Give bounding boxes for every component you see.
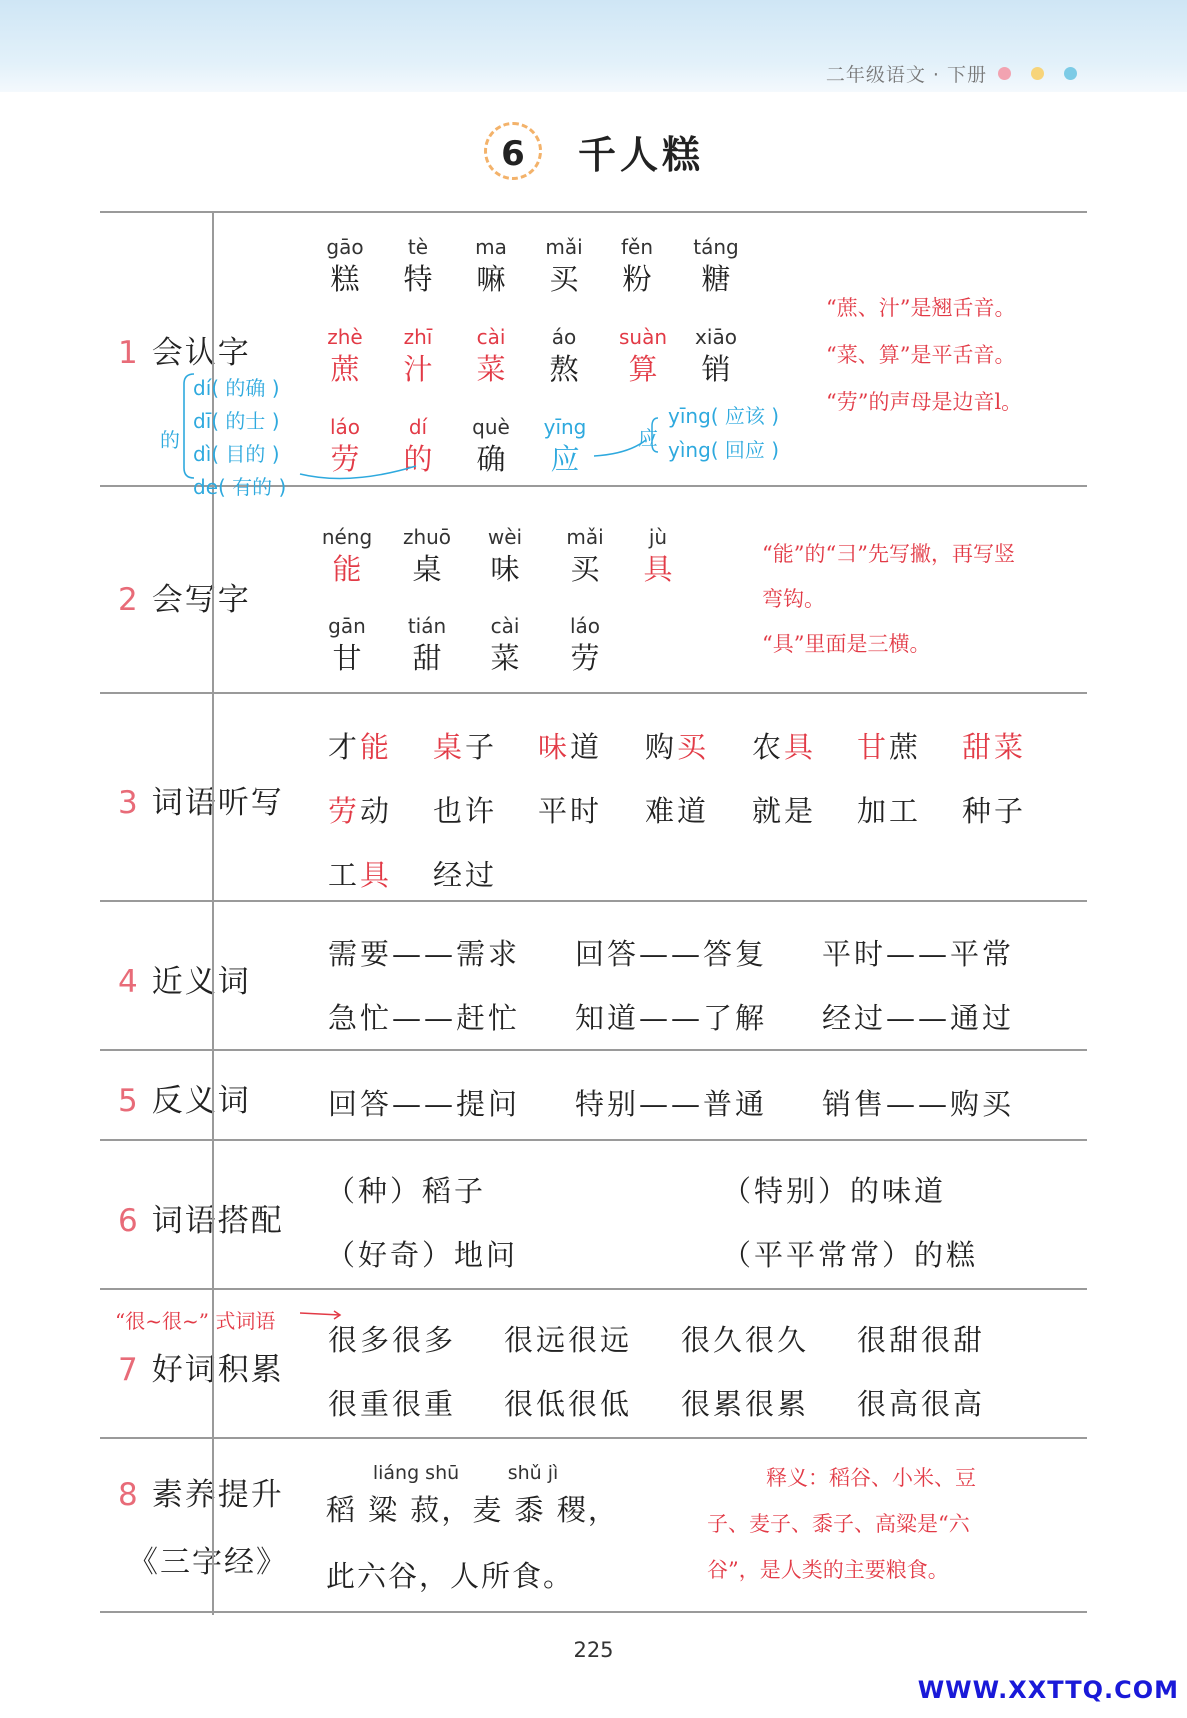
good-word: 很多很多: [328, 1323, 457, 1357]
pinyin: fěn: [620, 235, 654, 259]
de-pronunciation: dì( 目的 ): [193, 442, 280, 466]
pinyin: zhī: [403, 325, 433, 349]
section-sublabel: 《三字经》: [128, 1545, 288, 1580]
section-label: 3 词语听写: [118, 785, 284, 821]
synonym-pair: 知道——了解: [575, 1001, 768, 1035]
synonym-pair: 急忙——赶忙: [328, 1001, 521, 1035]
dictation-word: 劳动: [328, 794, 393, 828]
good-word: 很低很低: [504, 1387, 633, 1421]
pinyin: suàn: [618, 325, 668, 349]
pinyin: què: [472, 415, 510, 439]
collocation: （好奇）地问: [326, 1238, 519, 1272]
classic-note: 释义：稻谷、小米、豆: [766, 1466, 976, 1490]
good-word: 很远很远: [504, 1323, 633, 1357]
section-label: 6 词语搭配: [118, 1203, 284, 1239]
write-note: “能”的“⺕”先写撇，再写竖: [762, 542, 1015, 566]
dictation-word: 平时: [538, 794, 603, 828]
dictation-word: 甜菜: [962, 730, 1027, 764]
section-label: 5 反义词: [118, 1083, 251, 1119]
pinyin: jù: [648, 525, 668, 549]
pinyin: cài: [476, 325, 506, 349]
de-pronunciation: dí( 的确 ): [193, 376, 280, 400]
dictation-word: 也许: [433, 794, 498, 828]
pinyin: wèi: [487, 525, 523, 549]
synonym-pair: 回答——答复: [575, 937, 768, 971]
hanzi: 桌: [412, 552, 442, 586]
pinyin: táng: [693, 235, 739, 259]
section-label: 4 近义词: [118, 964, 251, 1000]
hanzi: 糖: [701, 262, 731, 296]
dot-pink: [998, 67, 1011, 80]
synonym-pair: 平时——平常: [822, 937, 1015, 971]
ying-pronunciation: yīng( 应该 ): [668, 404, 780, 428]
dictation-word: 就是: [752, 794, 817, 828]
good-word: 很重很重: [328, 1387, 457, 1421]
pinyin: láo: [329, 415, 361, 439]
hanzi: 买: [549, 262, 579, 296]
pinyin: zhuō: [402, 525, 452, 549]
good-word: 很累很累: [681, 1387, 810, 1421]
pinyin: mǎi: [566, 525, 604, 549]
pinyin: tè: [407, 235, 429, 259]
antonym-pair: 回答——提问: [328, 1087, 521, 1121]
section-label: 7 好词积累: [118, 1352, 284, 1388]
hanzi: 味: [490, 552, 520, 586]
recognize-note: “菜、算”是平舌音。: [826, 343, 1016, 367]
hanzi: 特: [403, 262, 433, 296]
lesson-number: 6: [484, 122, 542, 180]
dictation-word: 味道: [538, 730, 603, 764]
hanzi: 应: [550, 442, 580, 476]
dictation-word: 种子: [962, 794, 1027, 828]
hanzi: 甜: [412, 641, 442, 675]
hanzi: 蔗: [330, 352, 360, 386]
section-label: 1 会认字: [118, 335, 251, 371]
write-note: 弯钩。: [762, 587, 825, 611]
dot-blue: [1064, 67, 1077, 80]
write-note: “具”里面是三横。: [762, 632, 931, 656]
hanzi: 菜: [490, 641, 520, 675]
recognize-note: “劳”的声母是边音l。: [826, 390, 1023, 414]
annotation-arrow: [300, 1305, 345, 1321]
pinyin: mǎi: [545, 235, 583, 259]
good-word: 很高很高: [857, 1387, 986, 1421]
classic-line: 此六谷，人所食。: [326, 1559, 575, 1593]
section-label: 8 素养提升: [118, 1477, 284, 1513]
good-words-annotation: “很~很~” 式词语: [115, 1309, 276, 1333]
lesson-title: 千人糕: [578, 133, 705, 177]
dictation-word: 农具: [752, 730, 817, 764]
pinyin: dí: [408, 415, 428, 439]
dictation-word: 经过: [433, 858, 498, 892]
pinyin: áo: [551, 325, 577, 349]
ying-head: 应: [638, 426, 658, 450]
hanzi: 算: [628, 352, 658, 386]
de-pronunciation: dī( 的士 ): [193, 409, 280, 433]
dictation-word: 才能: [328, 730, 393, 764]
pinyin: yīng: [543, 415, 587, 439]
pinyin: láo: [569, 614, 601, 638]
header-dots: [998, 65, 1097, 84]
dictation-word: 难道: [645, 794, 710, 828]
dictation-word: 购买: [645, 730, 710, 764]
dot-yellow: [1031, 67, 1044, 80]
pinyin: zhè: [327, 325, 363, 349]
classic-note: 子、麦子、黍子、高粱是“六: [707, 1512, 970, 1536]
dictation-word: 加工: [857, 794, 922, 828]
synonym-pair: 经过——通过: [822, 1001, 1015, 1035]
good-word: 很久很久: [681, 1323, 810, 1357]
pinyin: cài: [490, 614, 520, 638]
hanzi: 劳: [330, 442, 360, 476]
pinyin: tián: [407, 614, 447, 638]
antonym-pair: 特别——普通: [575, 1087, 768, 1121]
pinyin: ma: [475, 235, 507, 259]
recognize-note: “蔗、汁”是翘舌音。: [826, 296, 1016, 320]
pronunciation-brackets: [180, 368, 840, 488]
classic-line: 稻 粱 菽，麦 黍 稷，: [326, 1493, 619, 1527]
page-number: 225: [573, 1638, 614, 1662]
pinyin: liáng shū: [372, 1462, 460, 1484]
hanzi: 熬: [549, 352, 579, 386]
watermark: WWW.XXTTQ.COM: [917, 1676, 1179, 1704]
pinyin: xiāo: [695, 325, 737, 349]
collocation: （种）稻子: [326, 1174, 487, 1208]
dictation-word: 甘蔗: [857, 730, 922, 764]
hanzi: 嘛: [476, 262, 506, 296]
hanzi: 汁: [403, 352, 433, 386]
pinyin: gān: [328, 614, 366, 638]
hanzi: 糕: [330, 262, 360, 296]
collocation: （平平常常）的糕: [722, 1238, 979, 1272]
classic-note: 谷”，是人类的主要粮食。: [707, 1558, 949, 1582]
hanzi: 确: [476, 442, 506, 476]
synonym-pair: 需要——需求: [328, 937, 521, 971]
hanzi: 劳: [570, 641, 600, 675]
ying-pronunciation: yìng( 回应 ): [668, 438, 780, 462]
section-label: 2 会写字: [118, 582, 251, 618]
dictation-word: 桌子: [433, 730, 498, 764]
book-title: 二年级语文 · 下册: [825, 64, 987, 86]
pinyin: gāo: [326, 235, 364, 259]
good-word: 很甜很甜: [857, 1323, 986, 1357]
pinyin: shǔ jì: [507, 1462, 559, 1484]
dictation-word: 工具: [328, 858, 393, 892]
hanzi: 买: [570, 552, 600, 586]
pinyin: néng: [321, 525, 373, 549]
de-head: 的: [160, 428, 180, 452]
antonym-pair: 销售——购买: [822, 1087, 1015, 1121]
hanzi: 能: [332, 552, 362, 586]
hanzi: 销: [701, 352, 731, 386]
hanzi: 的: [403, 442, 433, 476]
hanzi: 具: [643, 552, 673, 586]
de-pronunciation: de( 有的 ): [193, 475, 287, 499]
hanzi: 菜: [476, 352, 506, 386]
hanzi: 甘: [332, 641, 362, 675]
collocation: （特别）的味道: [722, 1174, 947, 1208]
hanzi: 粉: [622, 262, 652, 296]
